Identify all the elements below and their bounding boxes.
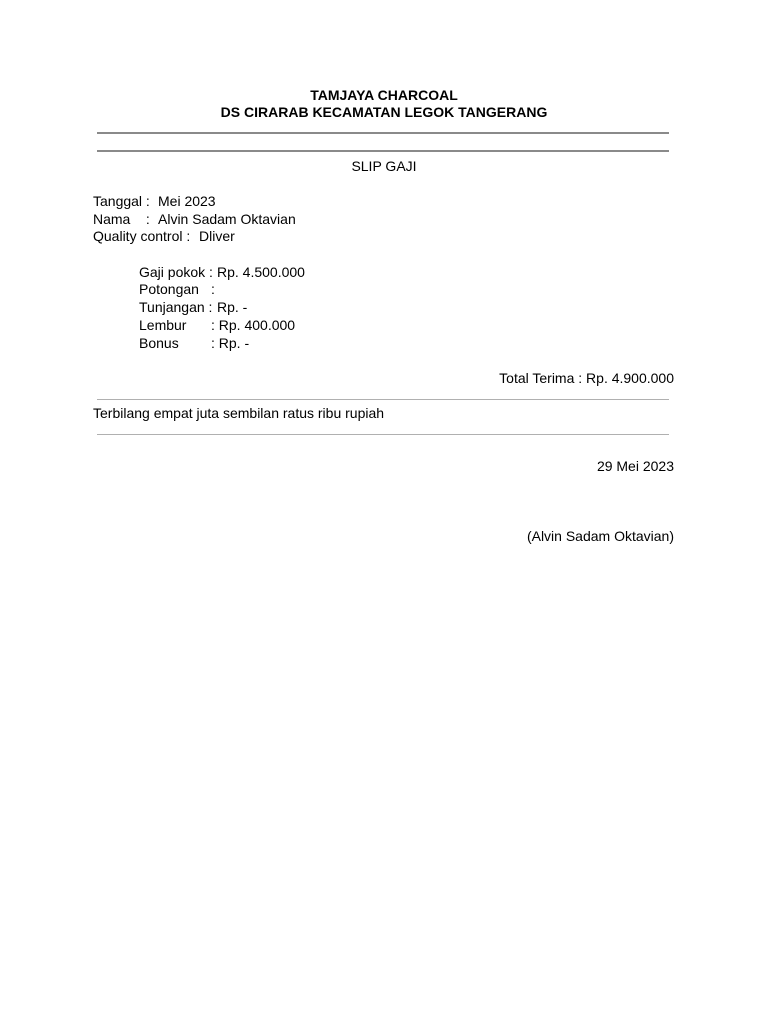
terbilang-divider-top [97,399,669,400]
tunjangan-label: Tunjangan : [139,299,213,315]
nama-value: Alvin Sadam Oktavian [158,211,296,227]
potongan-separator: : [211,281,215,297]
bonus-value: : Rp. - [211,335,250,351]
qc-label: Quality control : [93,228,191,244]
nama-label: Nama : [93,211,150,227]
signature-name: (Alvin Sadam Oktavian) [526,528,674,544]
tanggal-value: Mei 2023 [158,193,216,209]
header-divider-top [97,132,669,134]
gaji-pokok-value: Rp. 4.500.000 [217,264,305,280]
lembur-label: Lembur [139,317,187,333]
company-address: DS CIRARAB KECAMATAN LEGOK TANGERANG [220,104,548,120]
slip-title: SLIP GAJI [351,158,417,174]
potongan-label: Potongan [139,281,199,297]
company-name: TAMJAYA CHARCOAL [310,87,458,103]
bonus-label: Bonus [139,335,179,351]
header-divider-bottom [97,150,669,152]
slip-date: 29 Mei 2023 [596,458,674,474]
terbilang-text: Terbilang empat juta sembilan ratus ribu rupiah [93,405,385,421]
tanggal-label: Tanggal : [93,193,150,209]
gaji-pokok-label: Gaji pokok : [139,264,213,280]
tunjangan-value: Rp. - [217,299,248,315]
lembur-value: : Rp. 400.000 [211,317,296,333]
qc-value: Dliver [199,228,235,244]
terbilang-divider-bottom [97,434,669,435]
total-terima: Total Terima : Rp. 4.900.000 [499,370,674,386]
